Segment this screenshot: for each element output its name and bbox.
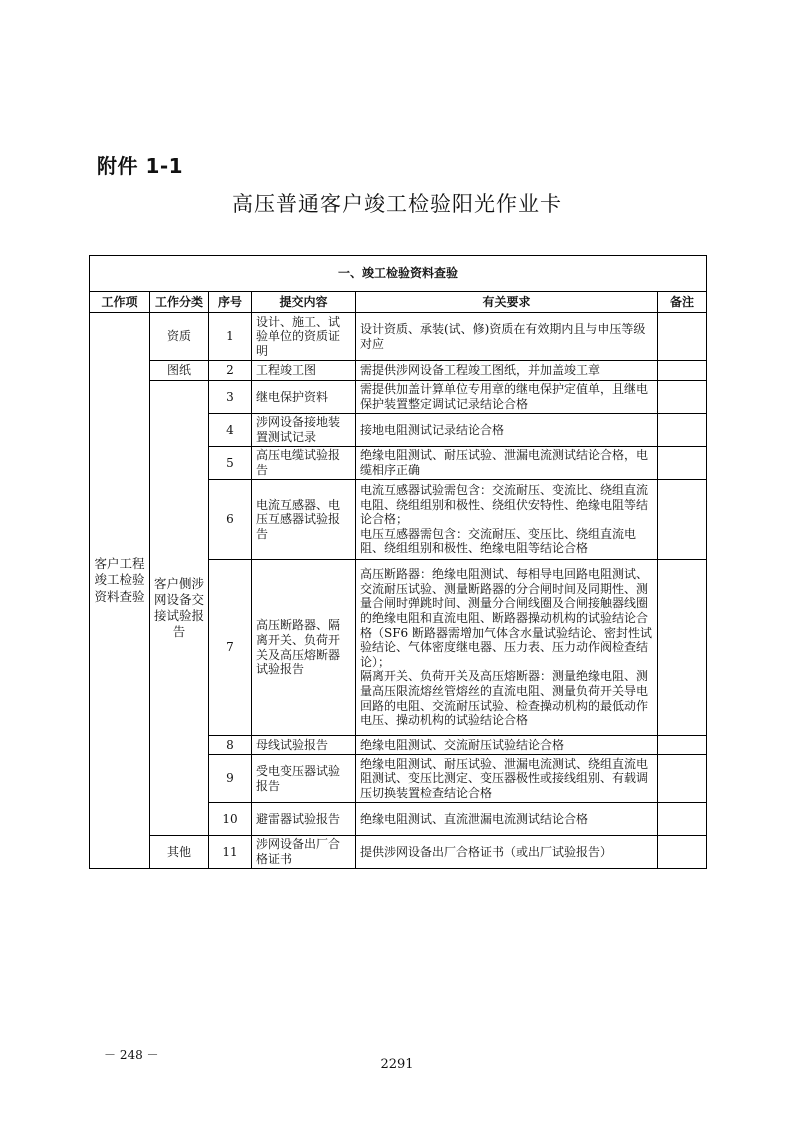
requirement-cell: 绝缘电阻测试、直流泄漏电流测试结论合格 <box>356 803 658 836</box>
content-cell: 涉网设备接地装置测试记录 <box>252 414 356 447</box>
annex-label: 附件 1-1 <box>97 154 184 178</box>
requirement-cell: 绝缘电阻测试、耐压试验、泄漏电流测试、绕组直流电阻测试、变压比测定、变压器极性或接线组别、有载调压切换装置检查结论合格 <box>356 755 658 803</box>
seq-cell: 9 <box>209 755 252 803</box>
category-other: 其他 <box>150 836 209 869</box>
requirement-cell: 高压断路器：绝缘电阻测试、每相导电回路电阻测试、交流耐压试验、测量断路器的分合闸时间及同期性、测量合闸时弹跳时间、测量分合闸线圈及合闸接触器线圈的绝缘电阻和直流电阻、断路器操动机构的试验结论合格（SF6 断路器需增加气体含水量试验结论、密封性试验结论、气体密度继电器、压力表、压力动作阀检查结论）； 隔离开关、负荷开关及高压熔断器：测量绝缘电阻、测量高压限流熔丝管熔丝的直流电阻、测量负荷开关导电回路的电阻、交流耐压试验、检查操动机构的最低动作电压、操动机构的试验结论合格 <box>356 560 658 736</box>
header-content: 提交内容 <box>252 292 356 313</box>
remark-cell <box>658 836 707 869</box>
remark-cell <box>658 480 707 560</box>
content-cell: 电流互感器、电压互感器试验报告 <box>252 480 356 560</box>
header-seq: 序号 <box>209 292 252 313</box>
seq-cell: 5 <box>209 447 252 480</box>
table-row <box>90 381 707 414</box>
remark-cell <box>658 560 707 736</box>
table-row <box>90 313 707 361</box>
document-title: 高压普通客户竣工检验阳光作业卡 <box>232 192 562 216</box>
category-drawing: 图纸 <box>150 361 209 381</box>
page-number-center: 2291 <box>380 1057 414 1072</box>
seq-cell: 8 <box>209 736 252 755</box>
category-qualification: 资质 <box>150 313 209 361</box>
seq-cell: 10 <box>209 803 252 836</box>
seq-cell: 6 <box>209 480 252 560</box>
content-cell: 避雷器试验报告 <box>252 803 356 836</box>
remark-cell <box>658 755 707 803</box>
content-cell: 高压断路器、隔离开关、负荷开关及高压熔断器试验报告 <box>252 560 356 736</box>
section-row <box>90 256 707 292</box>
content-cell: 母线试验报告 <box>252 736 356 755</box>
content-cell: 继电保护资料 <box>252 381 356 414</box>
remark-cell <box>658 803 707 836</box>
table-row <box>90 361 707 381</box>
requirement-cell: 接地电阻测试记录结论合格 <box>356 414 658 447</box>
remark-cell <box>658 736 707 755</box>
content-cell: 受电变压器试验报告 <box>252 755 356 803</box>
seq-cell: 2 <box>209 361 252 381</box>
requirement-cell: 电流互感器试验需包含：交流耐压、变流比、绕组直流电阻、绕组组别和极性、绕组伏安特性、绝缘电阻等结论合格； 电压互感器需包含：交流耐压、变压比、绕组直流电阻、绕组组别和极性、绝缘电阻等结论合格 <box>356 480 658 560</box>
requirement-cell: 设计资质、承装(试、修)资质在有效期内且与申压等级对应 <box>356 313 658 361</box>
seq-cell: 4 <box>209 414 252 447</box>
work-item-cell: 客户工程竣工检验资料查验 <box>90 313 150 869</box>
requirement-cell: 绝缘电阻测试、交流耐压试验结论合格 <box>356 736 658 755</box>
content-cell: 高压电缆试验报告 <box>252 447 356 480</box>
content-cell: 设计、施工、试验单位的资质证明 <box>252 313 356 361</box>
inspection-card-table <box>89 255 707 869</box>
requirement-cell: 提供涉网设备出厂合格证书（或出厂试验报告） <box>356 836 658 869</box>
header-remark: 备注 <box>658 292 707 313</box>
content-cell: 涉网设备出厂合格证书 <box>252 836 356 869</box>
content-cell: 工程竣工图 <box>252 361 356 381</box>
section-title: 一、竣工检验资料查验 <box>90 256 707 292</box>
remark-cell <box>658 313 707 361</box>
header-work-item: 工作项 <box>90 292 150 313</box>
remark-cell <box>658 447 707 480</box>
remark-cell <box>658 361 707 381</box>
requirement-cell: 需提供加盖计算单位专用章的继电保护定值单，且继电保护装置整定调试记录结论合格 <box>356 381 658 414</box>
seq-cell: 1 <box>209 313 252 361</box>
header-category: 工作分类 <box>150 292 209 313</box>
header-requirement: 有关要求 <box>356 292 658 313</box>
requirement-cell: 需提供涉网设备工程竣工图纸，并加盖竣工章 <box>356 361 658 381</box>
category-test-reports: 客户侧涉网设备交接试验报告 <box>150 381 209 836</box>
table-row <box>90 836 707 869</box>
requirement-cell: 绝缘电阻测试、耐压试验、泄漏电流测试结论合格，电缆相序正确 <box>356 447 658 480</box>
seq-cell: 7 <box>209 560 252 736</box>
header-row <box>90 292 707 313</box>
remark-cell <box>658 414 707 447</box>
seq-cell: 11 <box>209 836 252 869</box>
page-number-left: － 248 － <box>104 1048 159 1062</box>
remark-cell <box>658 381 707 414</box>
seq-cell: 3 <box>209 381 252 414</box>
